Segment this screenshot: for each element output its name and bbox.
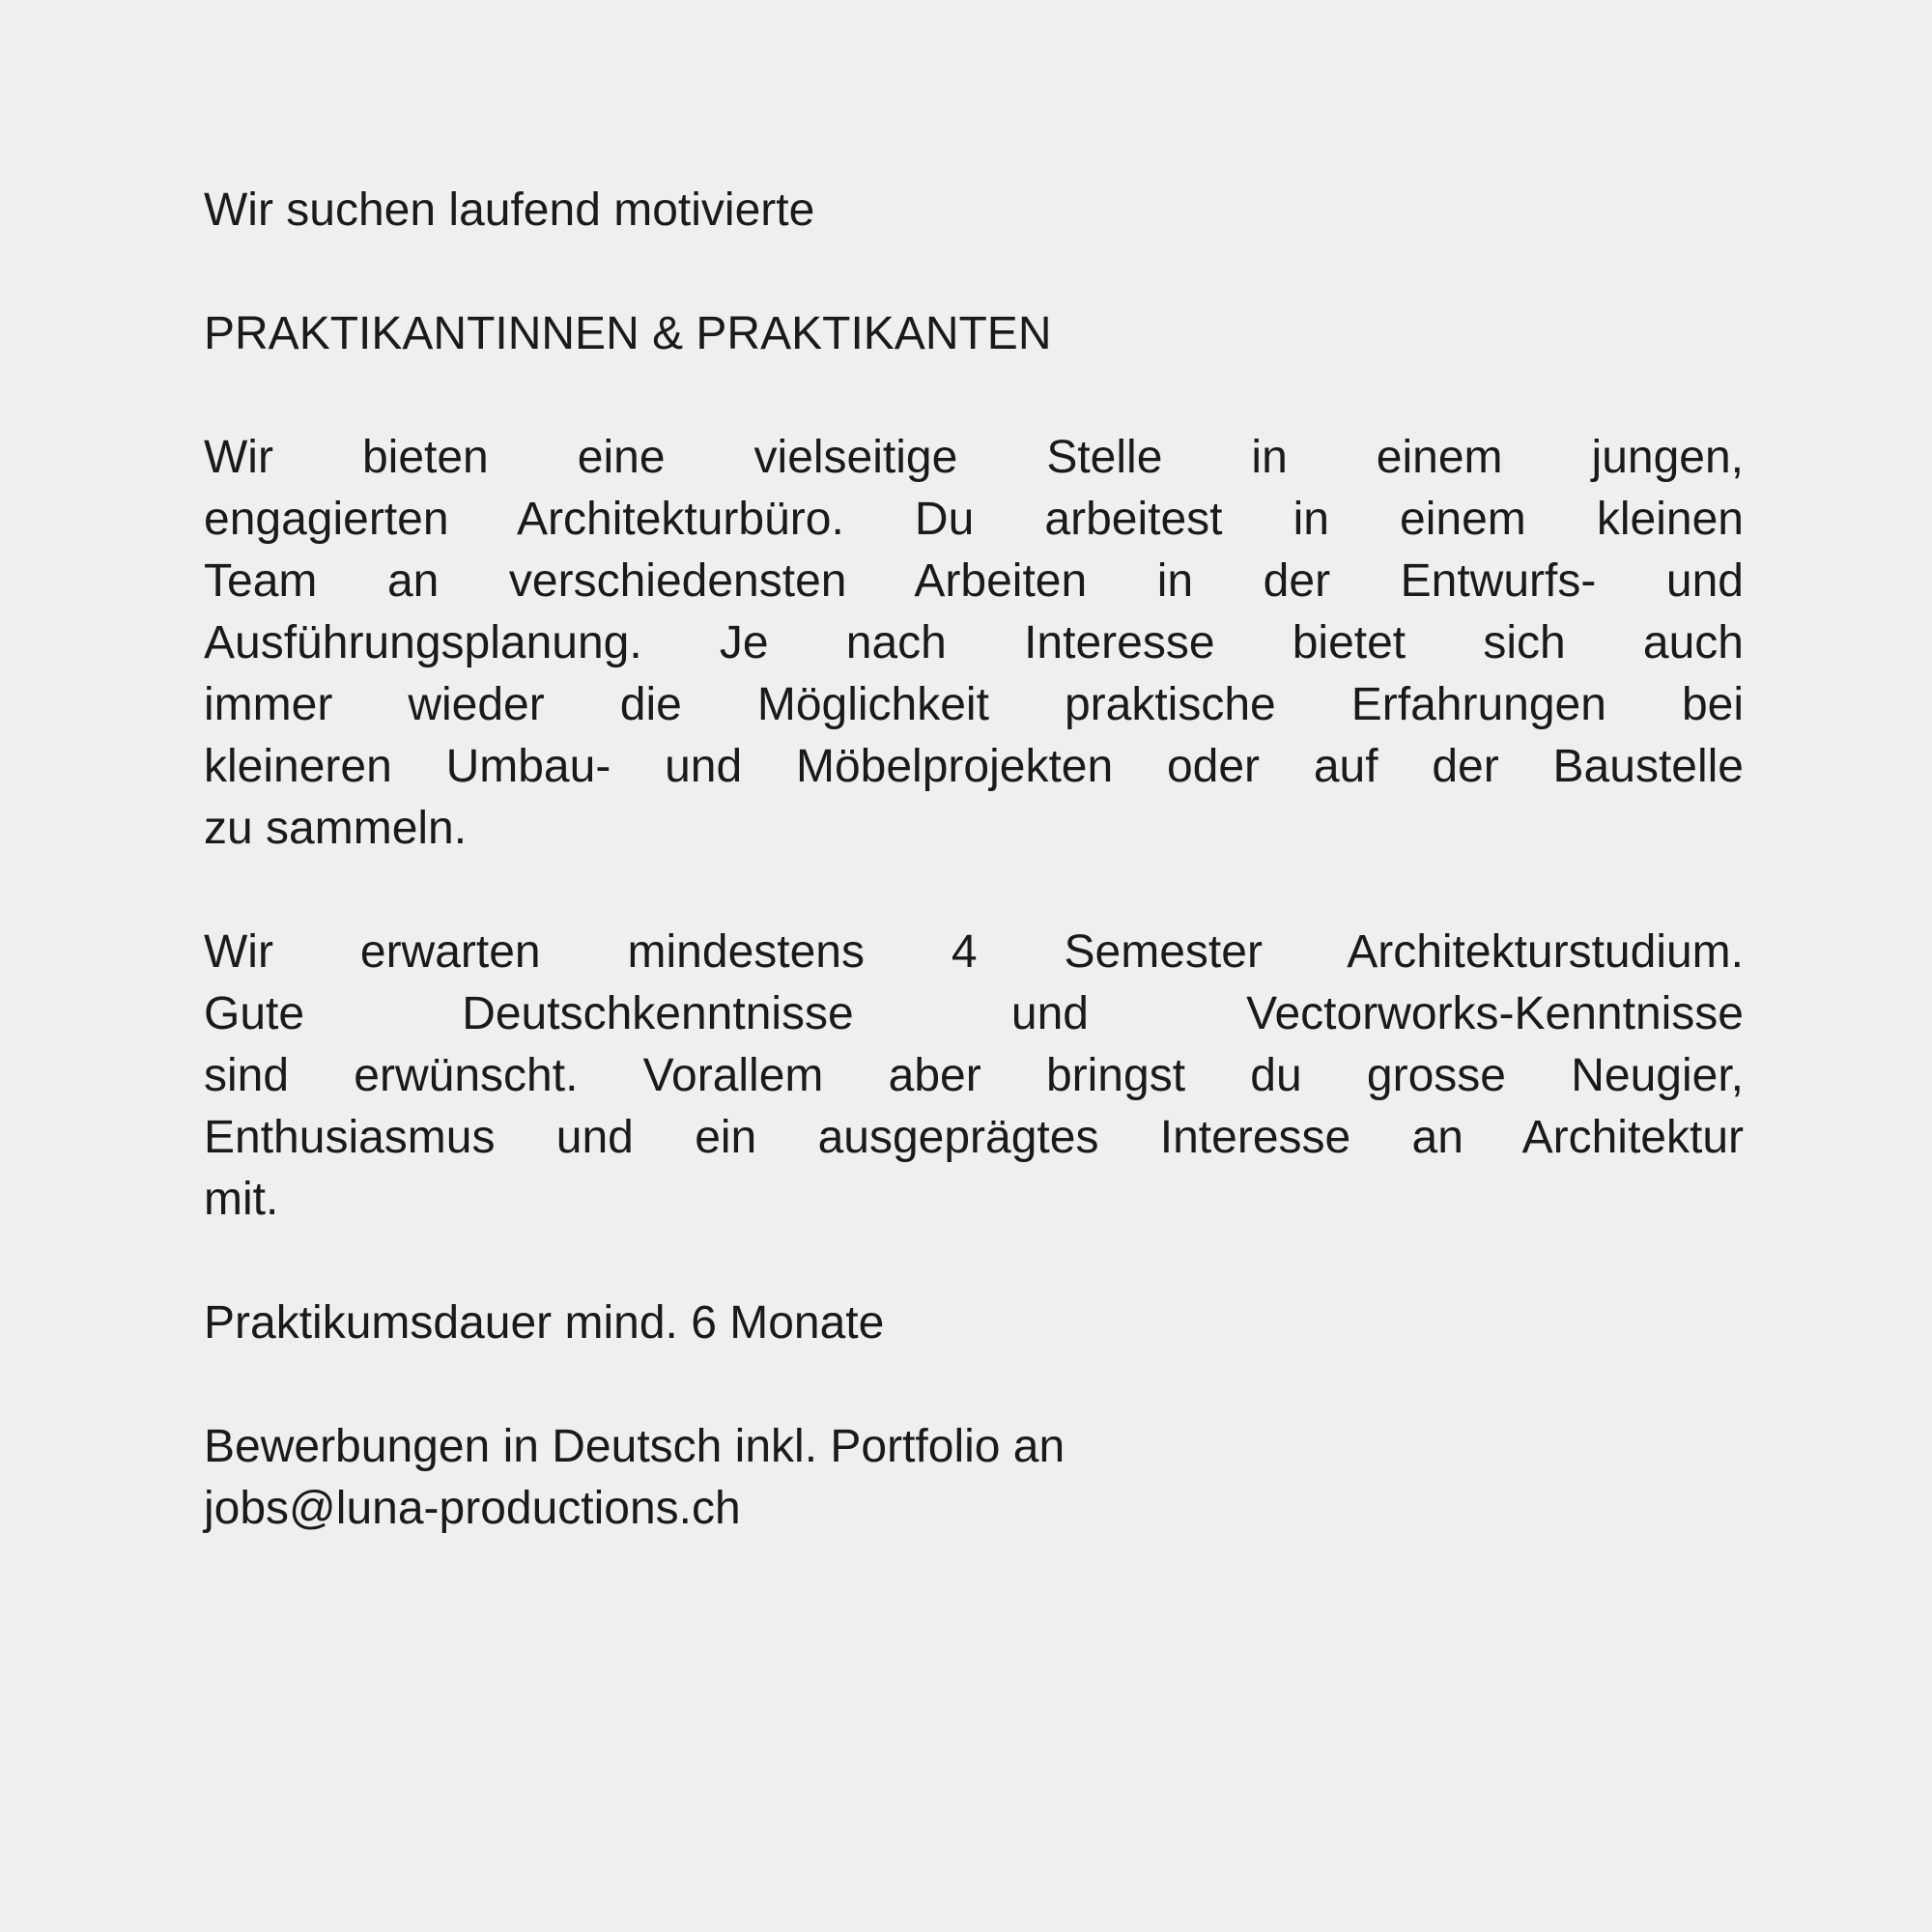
offer-line: Wir bieten eine vielseitige Stelle in einem jungen, [204,432,1744,483]
intro-text: Wir suchen laufend motivierte [204,185,815,236]
offer-paragraph [204,427,1744,860]
offer-line: immer wieder die Möglichkeit praktische Erfahrungen bei [204,679,1744,730]
position-heading: PRAKTIKANTINNEN & PRAKTIKANTEN [204,308,1052,359]
spacer [204,1231,1744,1293]
application-text: Bewerbungen in Deutsch inkl. Portfolio an [204,1421,1065,1472]
spacer [204,860,1744,922]
spacer [204,242,1744,303]
expectations-line: Enthusiasmus und ein ausgeprägtes Interesse an Architektur [204,1112,1744,1163]
expectations-line: Gute Deutschkenntnisse und Vectorworks-Kenntnisse [204,988,1744,1039]
offer-line: Ausführungsplanung. Je nach Interesse bietet sich auch [204,617,1744,668]
expectations-line: Wir erwarten mindestens 4 Semester Architekturstudium. [204,926,1744,978]
expectations-line: mit. [204,1174,279,1225]
email-link[interactable]: jobs@luna-productions.ch [204,1483,741,1534]
offer-line: engagierten Architekturbüro. Du arbeitest in einem kleinen [204,494,1744,545]
spacer [204,365,1744,427]
offer-line: Team an verschiedensten Arbeiten in der Entwurfs- und [204,555,1744,607]
offer-line: kleineren Umbau- und Möbelprojekten oder auf der Baustelle [204,741,1744,792]
application-email-line [204,1478,1744,1540]
expectations-line: sind erwünscht. Vorallem aber bringst du grosse Neugier, [204,1050,1744,1101]
offer-line: zu sammeln. [204,803,468,854]
duration-text: Praktikumsdauer mind. 6 Monate [204,1297,885,1349]
job-posting-content [204,180,1744,1540]
expectations-paragraph [204,922,1744,1231]
spacer [204,1354,1744,1416]
